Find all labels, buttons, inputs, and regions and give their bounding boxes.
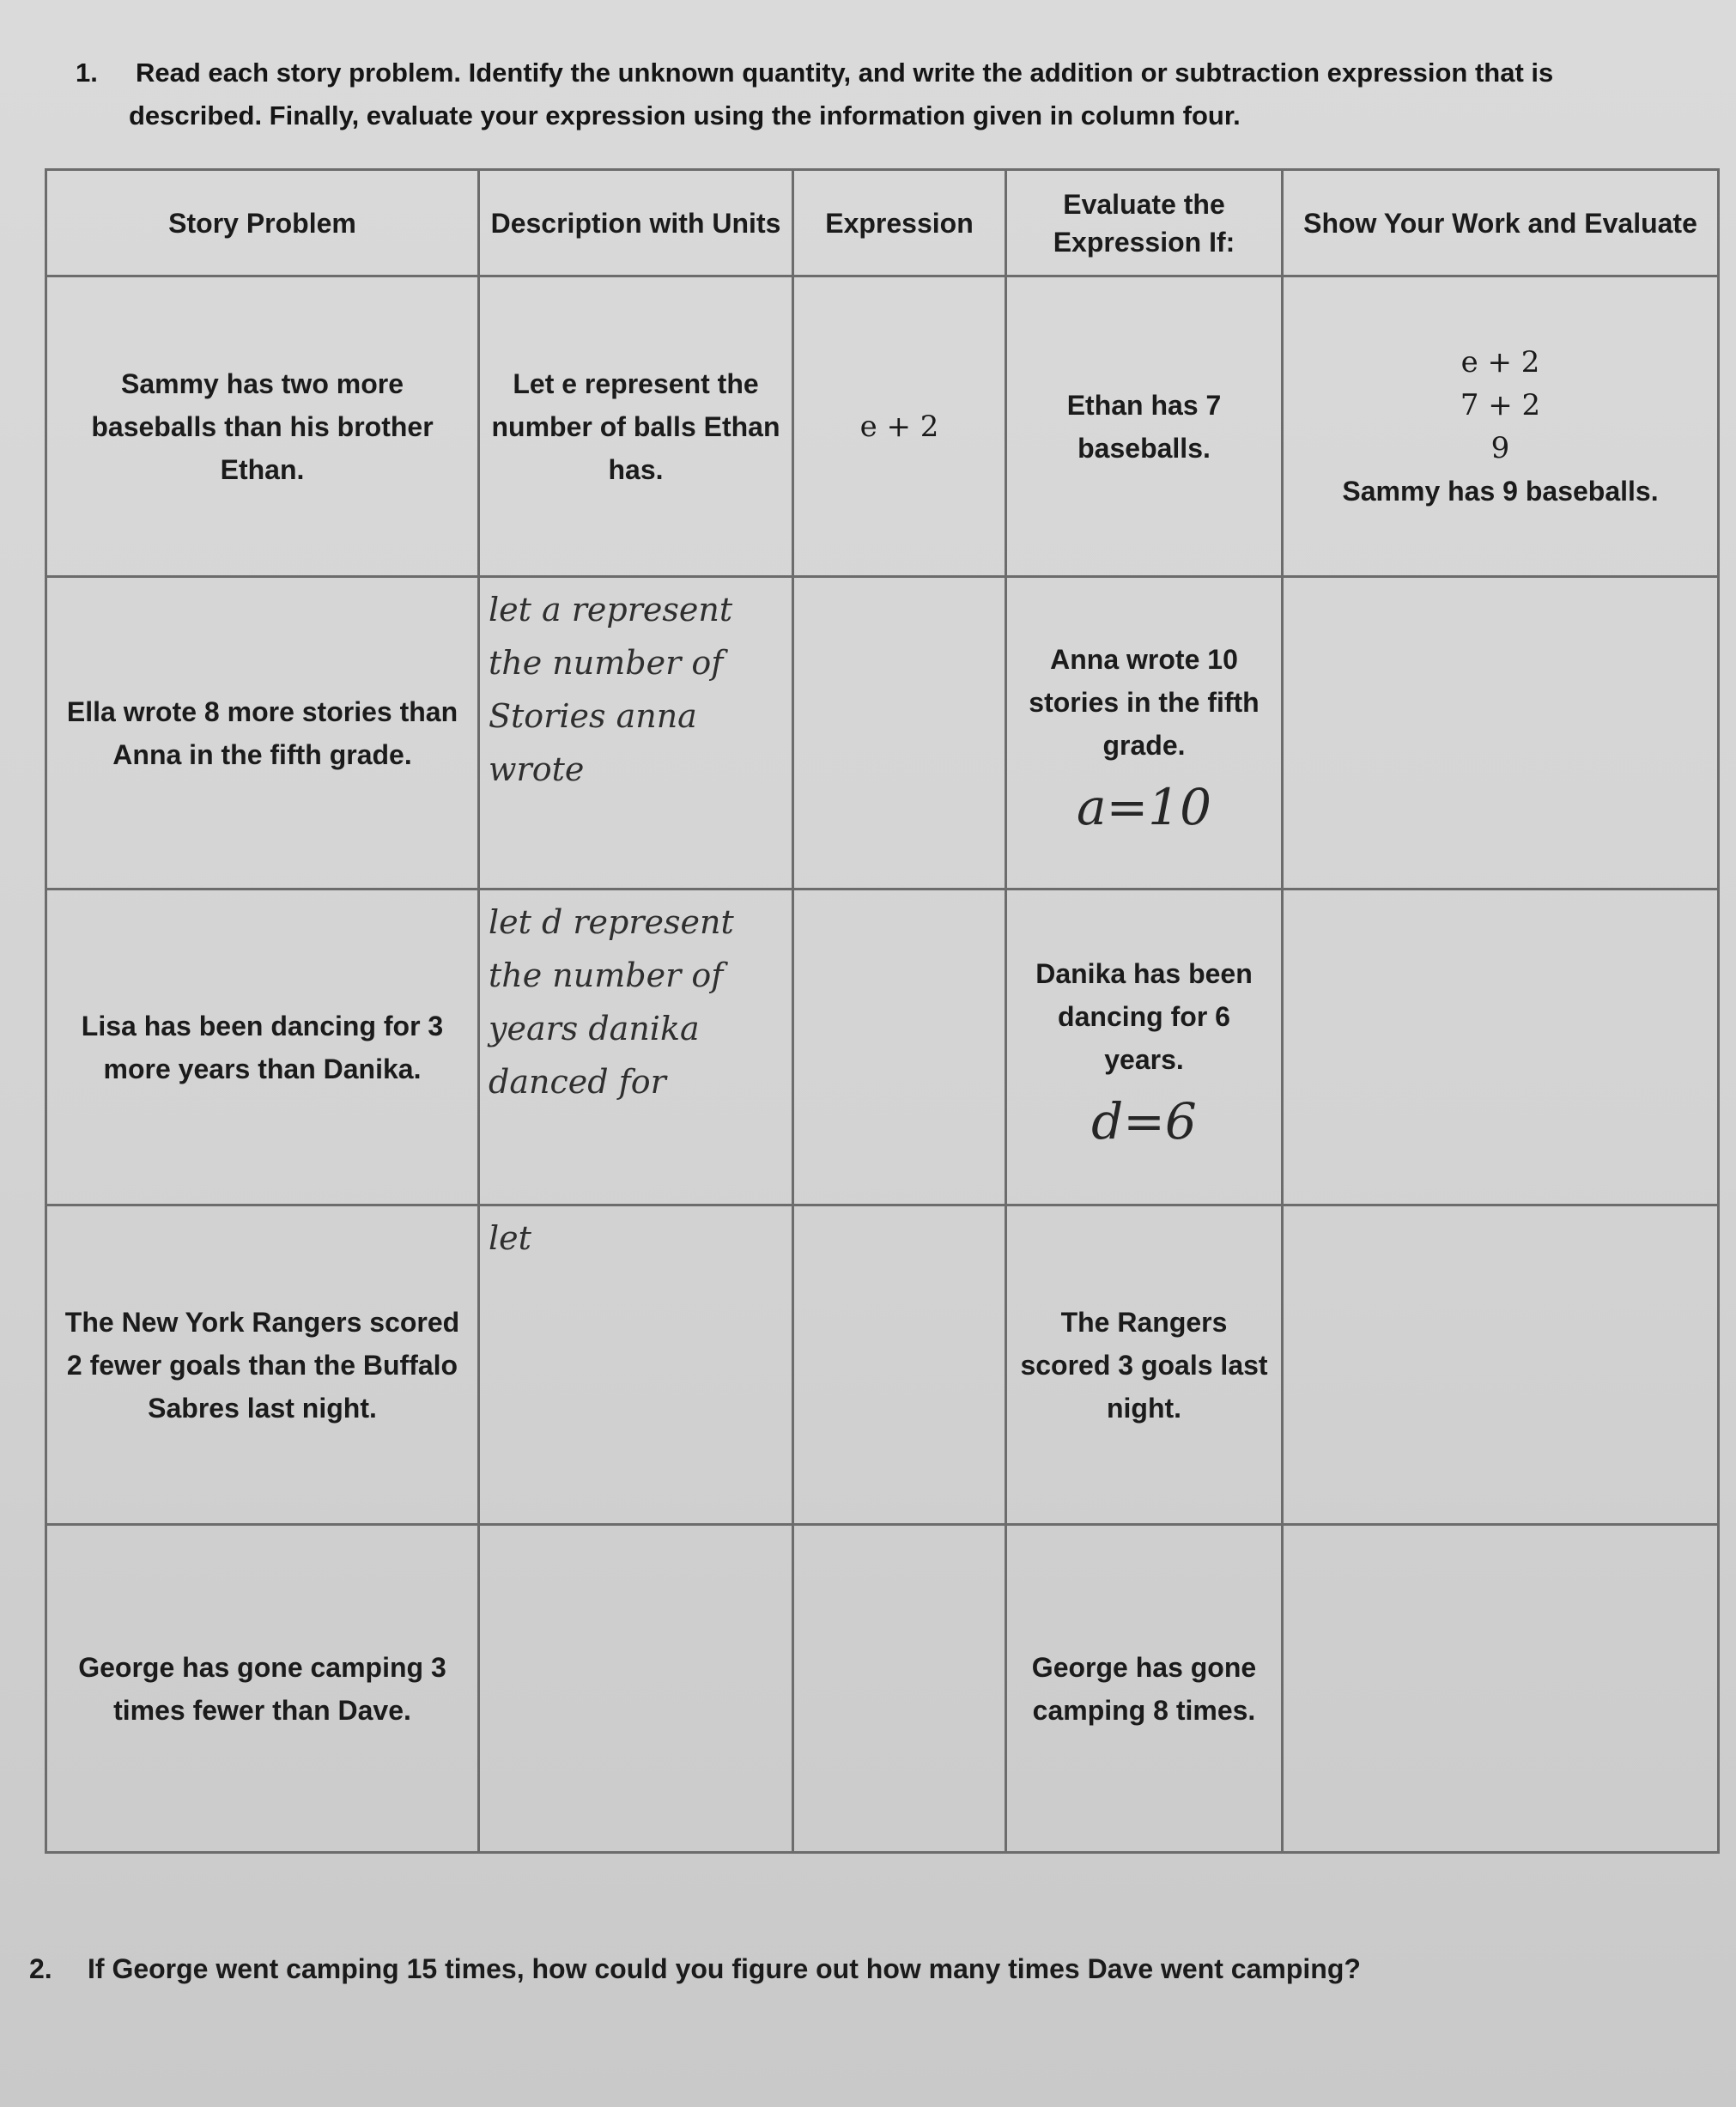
handwritten-description: let (489, 1219, 531, 1257)
table-row (46, 1525, 1719, 1853)
description-cell (479, 890, 793, 1205)
question-2-text: If George went camping 15 times, how could you figure out how many times Dave went camping? (88, 1953, 1361, 1984)
header-show-work: Show Your Work and Evaluate (1283, 170, 1719, 276)
handwritten-description: let a represent the number of Stories anna wrote (489, 591, 733, 788)
work-cell (1283, 1525, 1719, 1853)
header-description: Description with Units (479, 170, 793, 276)
evaluate-if-cell: The Rangers scored 3 goals last night. (1006, 1205, 1283, 1525)
work-cell (1283, 577, 1719, 890)
story-cell: Lisa has been dancing for 3 more years than Danika. (46, 890, 479, 1205)
work-answer: Sammy has 9 baseballs. (1342, 475, 1659, 507)
handwritten-value: d=6 (1091, 1091, 1197, 1151)
question-2 (29, 1947, 1703, 1990)
work-cell (1283, 276, 1719, 577)
evaluate-if-cell: Ethan has 7 baseballs. (1006, 276, 1283, 577)
question-1-number: 1. (76, 58, 98, 88)
table-row (46, 890, 1719, 1205)
expression-cell (793, 577, 1006, 890)
story-cell: The New York Rangers scored 2 fewer goals than the Buffalo Sabres last night. (46, 1205, 479, 1525)
question-1-line-2: described. Finally, evaluate your expression using the information given in column four. (129, 100, 1241, 131)
expression-cell (793, 1205, 1006, 1525)
story-cell: Ella wrote 8 more stories than Anna in the fifth grade. (46, 577, 479, 890)
question-1-line-1: 1. Read each story problem. Identify the unknown quantity, and write the addition or subtraction expression that is (76, 52, 1647, 94)
evaluate-if-text: Anna wrote 10 stories in the fifth grade. (1029, 643, 1260, 761)
story-cell: George has gone camping 3 times fewer than Dave. (46, 1525, 479, 1853)
story-cell: Sammy has two more baseballs than his brother Ethan. (46, 276, 479, 577)
evaluate-if-cell: George has gone camping 8 times. (1006, 1525, 1283, 1853)
header-story-problem: Story Problem (46, 170, 479, 276)
question-2-number: 2. (29, 1953, 52, 1984)
header-expression: Expression (793, 170, 1006, 276)
expression-cell (793, 1525, 1006, 1853)
description-cell (479, 577, 793, 890)
evaluate-if-text: Danika has been dancing for 6 years. (1035, 957, 1253, 1075)
description-cell: Let e represent the number of balls Ethan has. (479, 276, 793, 577)
expression-cell (793, 890, 1006, 1205)
work-cell (1283, 1205, 1719, 1525)
table-row (46, 577, 1719, 890)
description-cell (479, 1205, 793, 1525)
handwritten-value: a=10 (1077, 777, 1211, 836)
handwritten-description: let d represent the number of years danika danced for (489, 903, 734, 1101)
table-header-row (46, 170, 1719, 276)
expression-text: e + 2 (859, 409, 939, 444)
work-line: e + 2 (1460, 344, 1540, 380)
table-row (46, 1205, 1719, 1525)
work-line: 7 + 2 (1460, 387, 1541, 422)
expression-cell (793, 276, 1006, 577)
header-evaluate-if: Evaluate the Expression If: (1006, 170, 1283, 276)
description-cell (479, 1525, 793, 1853)
work-cell (1283, 890, 1719, 1205)
table-row (46, 276, 1719, 577)
question-1-instructions (76, 52, 1647, 137)
story-problem-table (45, 168, 1720, 1854)
work-line: 9 (1490, 430, 1510, 465)
evaluate-if-cell (1006, 577, 1283, 890)
evaluate-if-cell (1006, 890, 1283, 1205)
